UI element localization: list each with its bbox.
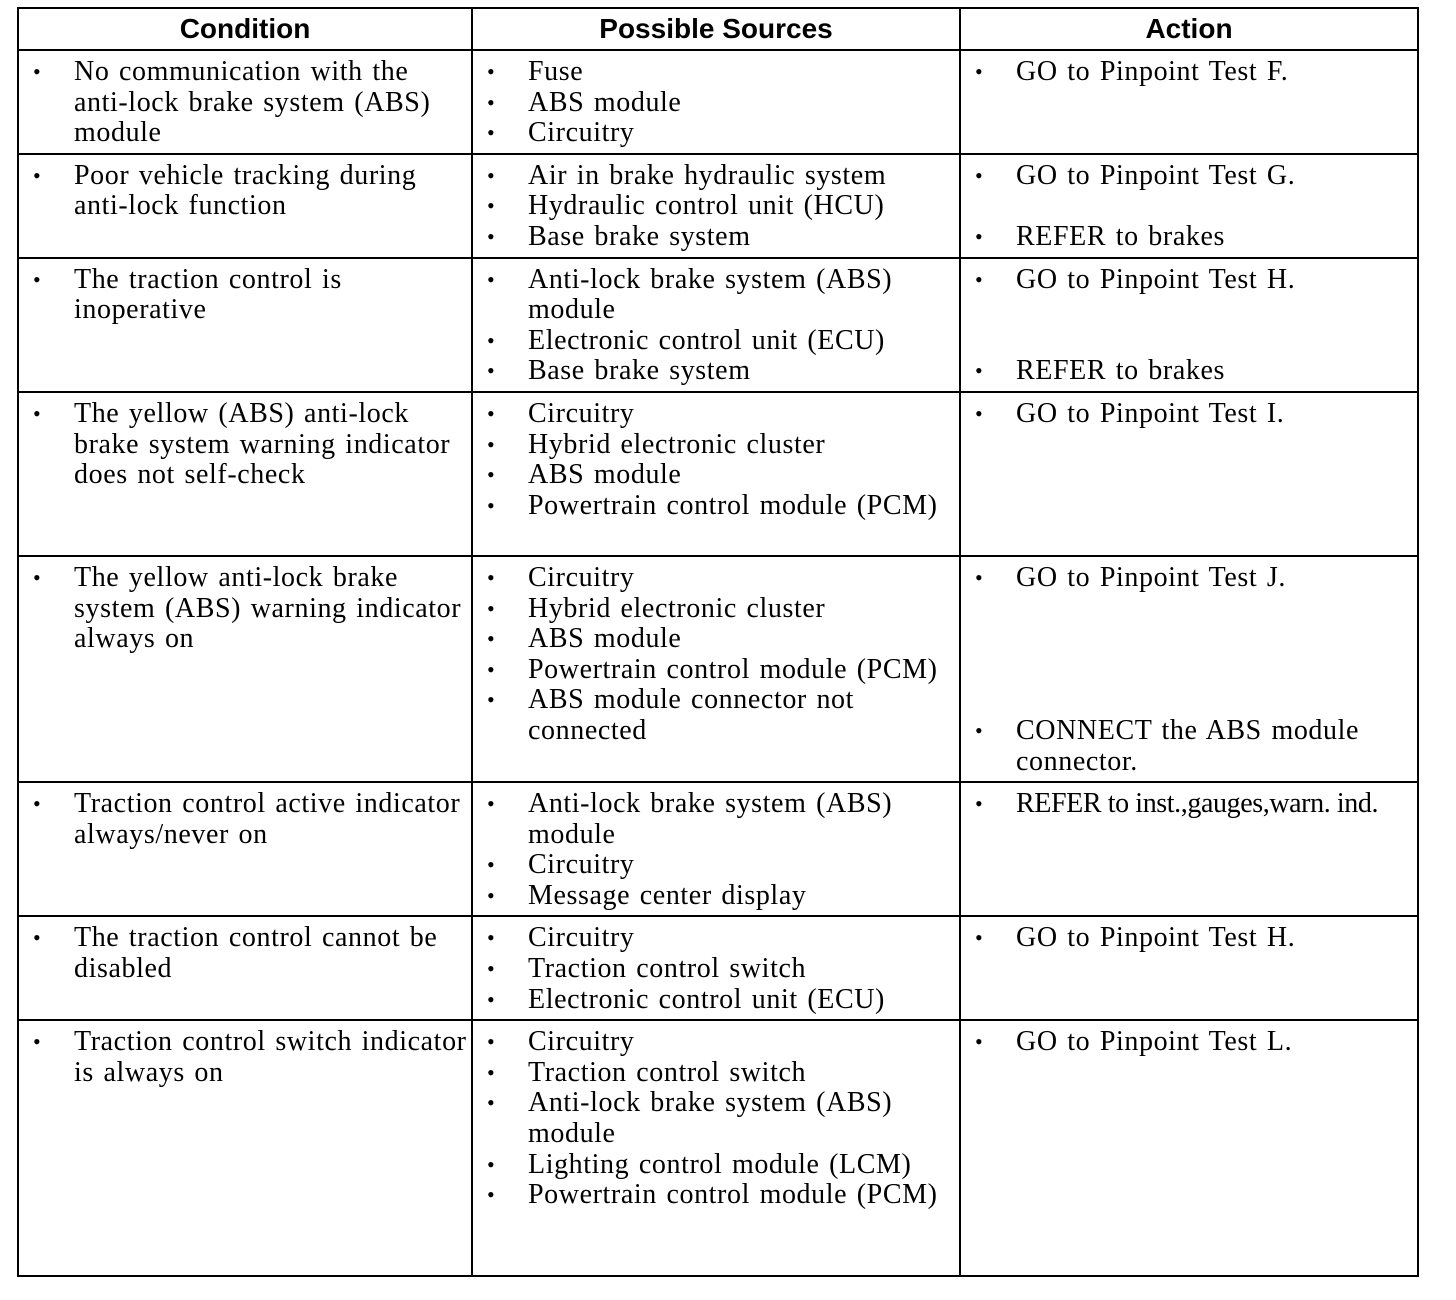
table-row (18, 782, 1418, 916)
action-item: • GO to Pinpoint Test H. (975, 922, 1296, 954)
condition-item: • The yellow (ABS) anti-lock brake system warning indicator does not self-check (33, 397, 451, 491)
source-item: • Air in brake hydraulic system (487, 159, 887, 191)
diagnostic-table (17, 7, 1419, 1277)
source-item: • Hybrid electronic cluster (487, 428, 826, 460)
source-item: • Powertrain control module (PCM) (487, 653, 938, 685)
table-row (18, 556, 1418, 782)
source-item: • Hybrid electronic cluster (487, 592, 826, 624)
bullet-icon: • (487, 564, 496, 590)
bullet-icon: • (975, 925, 984, 951)
action-cell (960, 556, 1418, 782)
bullet-icon: • (487, 1029, 496, 1055)
bullet-icon: • (487, 358, 496, 384)
bullet-icon: • (487, 852, 496, 878)
condition-item: • The yellow anti-lock brake system (ABS) warning indicator always on (33, 561, 462, 655)
bullet-icon: • (33, 59, 42, 84)
source-item: • Fuse (487, 56, 584, 87)
bullet-icon: • (33, 400, 42, 426)
bullet-icon: • (33, 266, 42, 292)
source-item: • ABS module (487, 623, 682, 655)
bullet-icon: • (487, 956, 496, 982)
header-condition: Condition (18, 8, 472, 50)
action-item: • CONNECT the ABS module connector. (975, 714, 1360, 777)
action-cell (960, 916, 1418, 1020)
table-row (18, 154, 1418, 258)
condition-cell (18, 556, 472, 782)
bullet-icon: • (487, 1059, 496, 1085)
bullet-icon: • (487, 492, 496, 518)
source-item: • Circuitry (487, 922, 635, 954)
bullet-icon: • (975, 223, 984, 249)
condition-cell (18, 1020, 472, 1276)
source-item: • Powertrain control module (PCM) (487, 1179, 938, 1211)
source-item: • ABS module connector not connected (487, 684, 855, 746)
bullet-icon: • (975, 400, 984, 426)
bullet-icon: • (487, 1182, 496, 1208)
bullet-icon: • (975, 59, 984, 84)
bullet-icon: • (487, 162, 496, 188)
bullet-icon: • (487, 193, 496, 219)
source-item: • Message center display (487, 879, 807, 911)
bullet-icon: • (975, 162, 984, 188)
source-item: • Powertrain control module (PCM) (487, 489, 938, 521)
bullet-icon: • (487, 120, 496, 146)
bullet-icon: • (487, 986, 496, 1012)
source-item: • Base brake system (487, 220, 751, 252)
bullet-icon: • (487, 925, 496, 951)
source-item: • Circuitry (487, 849, 635, 881)
bullet-icon: • (487, 882, 496, 908)
bullet-icon: • (487, 626, 496, 652)
table-row (18, 916, 1418, 1020)
bullet-icon: • (487, 595, 496, 621)
bullet-icon: • (487, 89, 496, 115)
bullet-icon: • (33, 791, 42, 817)
bullet-icon: • (487, 791, 496, 817)
table-row (18, 392, 1418, 556)
bullet-icon: • (33, 925, 42, 951)
table-row (18, 258, 1418, 392)
action-cell (960, 258, 1418, 392)
action-item: • GO to Pinpoint Test I. (975, 397, 1285, 429)
condition-item: • Traction control active indicator always/never on (33, 788, 461, 850)
bullet-icon: • (975, 564, 984, 590)
action-cell (960, 50, 1418, 154)
condition-item: • Traction control switch indicator is always on (33, 1026, 467, 1088)
source-item: • Circuitry (487, 397, 635, 429)
bullet-icon: • (487, 431, 496, 457)
action-item: • GO to Pinpoint Test J. (975, 561, 1286, 593)
bullet-icon: • (975, 717, 984, 743)
bullet-icon: • (487, 327, 496, 353)
source-item: • Anti-lock brake system (ABS) module (487, 1087, 893, 1150)
source-item: • Circuitry (487, 117, 635, 149)
sources-cell (472, 154, 960, 258)
action-cell (960, 154, 1418, 258)
sources-cell (472, 556, 960, 782)
condition-cell (18, 154, 472, 258)
table-row (18, 50, 1418, 154)
condition-cell (18, 782, 472, 916)
source-item: • ABS module (487, 459, 682, 491)
bullet-icon: • (487, 1151, 496, 1177)
header-possible-sources: Possible Sources (472, 8, 960, 50)
condition-item: • The traction control is inoperative (33, 263, 342, 326)
action-item: • REFER to brakes (975, 355, 1225, 387)
sources-cell (472, 916, 960, 1020)
condition-cell (18, 50, 472, 154)
sources-cell (472, 258, 960, 392)
table-row (18, 1020, 1418, 1276)
source-item: • Anti-lock brake system (ABS) module (487, 263, 893, 326)
action-item: • GO to Pinpoint Test L. (975, 1026, 1293, 1058)
source-item: • Traction control switch (487, 1056, 807, 1088)
action-item: • REFER to inst.,gauges,warn. ind. (975, 788, 1379, 820)
source-item: • Circuitry (487, 1026, 635, 1058)
source-item: • Electronic control unit (ECU) (487, 983, 885, 1015)
sources-cell (472, 782, 960, 916)
bullet-icon: • (487, 223, 496, 249)
sources-cell (472, 392, 960, 556)
action-item: • GO to Pinpoint Test H. (975, 263, 1296, 295)
bullet-icon: • (487, 266, 496, 292)
source-item: • Traction control switch (487, 953, 807, 985)
bullet-icon: • (487, 687, 496, 713)
action-item: • GO to Pinpoint Test G. (975, 159, 1296, 191)
source-item: • Lighting control module (LCM) (487, 1148, 912, 1180)
bullet-icon: • (487, 59, 496, 84)
bullet-icon: • (975, 358, 984, 384)
action-item: • GO to Pinpoint Test F. (975, 56, 1289, 87)
bullet-icon: • (487, 1090, 496, 1116)
bullet-icon: • (487, 656, 496, 682)
condition-item: • No communication with the anti-lock brake system (ABS) module (33, 56, 431, 149)
source-item: • ABS module (487, 86, 682, 118)
condition-cell (18, 258, 472, 392)
condition-item: • The traction control cannot be disabled (33, 922, 438, 985)
header-action: Action (960, 8, 1418, 50)
bullet-icon: • (33, 564, 42, 590)
header-row (18, 8, 1418, 50)
bullet-icon: • (975, 1029, 984, 1055)
bullet-icon: • (487, 462, 496, 488)
condition-item: • Poor vehicle tracking during anti-lock function (33, 159, 417, 222)
condition-cell (18, 916, 472, 1020)
source-item: • Circuitry (487, 561, 635, 593)
source-item: • Hydraulic control unit (HCU) (487, 190, 885, 222)
bullet-icon: • (975, 266, 984, 292)
condition-cell (18, 392, 472, 556)
action-cell (960, 392, 1418, 556)
bullet-icon: • (975, 791, 984, 817)
source-item: • Base brake system (487, 355, 751, 387)
bullet-icon: • (33, 162, 42, 188)
action-cell (960, 1020, 1418, 1276)
action-cell (960, 782, 1418, 916)
action-item: • REFER to brakes (975, 220, 1225, 252)
source-item: • Electronic control unit (ECU) (487, 324, 885, 356)
source-item: • Anti-lock brake system (ABS) module (487, 788, 893, 850)
sources-cell (472, 50, 960, 154)
sources-cell (472, 1020, 960, 1276)
bullet-icon: • (487, 400, 496, 426)
bullet-icon: • (33, 1029, 42, 1055)
